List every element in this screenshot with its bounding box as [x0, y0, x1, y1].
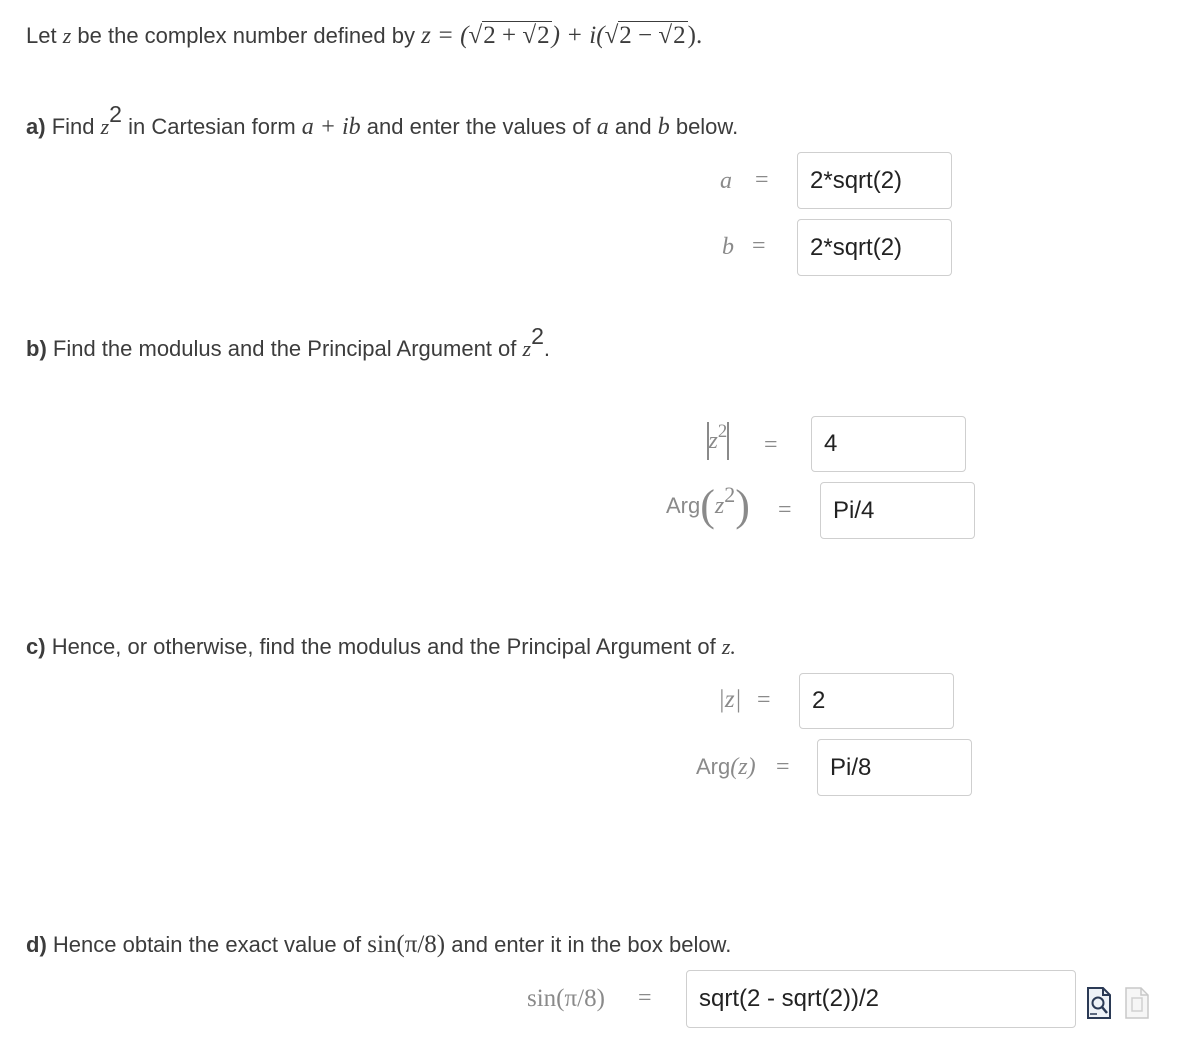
part-d-text-2: and enter it in the box below.: [451, 932, 732, 957]
b-answer-input[interactable]: [797, 219, 952, 276]
part-b-text: Find the modulus and the Principal Argument of: [52, 336, 517, 361]
mod-z: z: [708, 427, 718, 454]
modulus-z2-equals: =: [764, 432, 778, 458]
arg-z-equals: =: [776, 754, 790, 780]
part-a-question: [26, 101, 739, 141]
sqrt-one-inner: 2: [537, 22, 550, 49]
sin-label: sin(π/8): [527, 985, 605, 1012]
formula-mid: ) + i(: [551, 22, 605, 49]
part-d-label: d): [26, 932, 47, 957]
part-a-form: a + ib: [301, 114, 361, 140]
arg-z-label: [696, 754, 756, 781]
part-a-text-1: Find: [51, 114, 95, 139]
part-a-text-4: and: [614, 114, 652, 139]
arg-z-var: (z): [730, 754, 756, 780]
formula-lhs: z = (: [421, 22, 469, 49]
part-a-z: z: [100, 114, 110, 139]
part-a-text-5: below.: [675, 114, 739, 139]
a-answer-value: 2*sqrt(2): [810, 166, 903, 194]
mod-exp: 2: [717, 420, 728, 442]
arg-z: z: [714, 492, 725, 519]
part-c-z: z.: [721, 634, 736, 659]
intro-formula: [421, 22, 702, 49]
part-b-exponent: 2: [531, 323, 544, 350]
arg-text: Arg: [666, 493, 701, 518]
a-answer-input[interactable]: [797, 152, 952, 209]
part-b-label: b): [26, 336, 47, 361]
arg-z-text: Arg: [696, 754, 731, 779]
sin-answer-input[interactable]: [686, 970, 1076, 1028]
preview-icon[interactable]: [1086, 986, 1112, 1020]
modulus-z-input[interactable]: [799, 673, 954, 729]
sqrt-two: √2 − √2: [604, 22, 686, 49]
part-a-var-a: a: [596, 114, 609, 140]
arg-z-input[interactable]: [817, 739, 972, 796]
arg-exp: 2: [724, 482, 736, 507]
modulus-z-label: |z|: [718, 686, 742, 713]
sin-equals: =: [638, 985, 652, 1011]
abs-bar-right: [727, 422, 729, 460]
sqrt-one: √2 + √2: [468, 22, 550, 49]
part-b-z: z: [522, 336, 532, 361]
b-answer-value: 2*sqrt(2): [810, 233, 903, 261]
intro-var-z: z: [62, 23, 72, 48]
part-c-text: Hence, or otherwise, find the modulus and the Principal Argument of: [51, 634, 716, 659]
modulus-z-equals: =: [757, 687, 771, 713]
arg-z2-input[interactable]: [820, 482, 975, 539]
paren-open: (: [700, 481, 715, 530]
arg-z2-label: [666, 481, 750, 530]
arg-z2-value: Pi/4: [833, 496, 875, 524]
part-c-label: c): [26, 634, 46, 659]
part-a-text-2: in Cartesian form: [128, 114, 296, 139]
part-c-question: [26, 634, 736, 660]
b-label: b: [722, 234, 734, 260]
paren-close: ): [735, 481, 750, 530]
sqrt-one-text: 2 +: [483, 22, 523, 49]
part-a-label: a): [26, 114, 46, 139]
a-equals: =: [755, 167, 769, 193]
arg-z2-equals: =: [778, 497, 792, 523]
part-a-var-b: b: [657, 114, 670, 140]
part-d-text-1: Hence obtain the exact value of: [52, 932, 362, 957]
b-equals: =: [752, 233, 766, 259]
a-label: a: [720, 168, 732, 194]
sin-answer-value: sqrt(2 - sqrt(2))/2: [699, 985, 880, 1012]
intro-text: be the complex number defined by: [77, 23, 415, 48]
part-d-question: [26, 931, 731, 959]
part-d-expr: sin(π/8): [367, 931, 446, 958]
part-a-exponent: 2: [109, 101, 123, 128]
part-b-question: [26, 323, 551, 362]
modulus-z2-input[interactable]: [811, 416, 966, 472]
part-a-text-3: and enter the values of: [366, 114, 591, 139]
format-help-icon[interactable]: [1124, 986, 1150, 1020]
modulus-z2-value: 4: [824, 430, 838, 457]
part-b-dot: .: [543, 336, 551, 361]
modulus-z2-label: [707, 422, 729, 460]
sqrt-two-text: 2 −: [619, 22, 659, 49]
intro-let: Let: [26, 23, 57, 48]
formula-end: ).: [687, 22, 703, 49]
problem-statement: [26, 22, 702, 50]
sqrt-two-inner: 2: [673, 22, 686, 49]
arg-z-value: Pi/8: [830, 753, 872, 781]
modulus-z-value: 2: [812, 687, 826, 714]
